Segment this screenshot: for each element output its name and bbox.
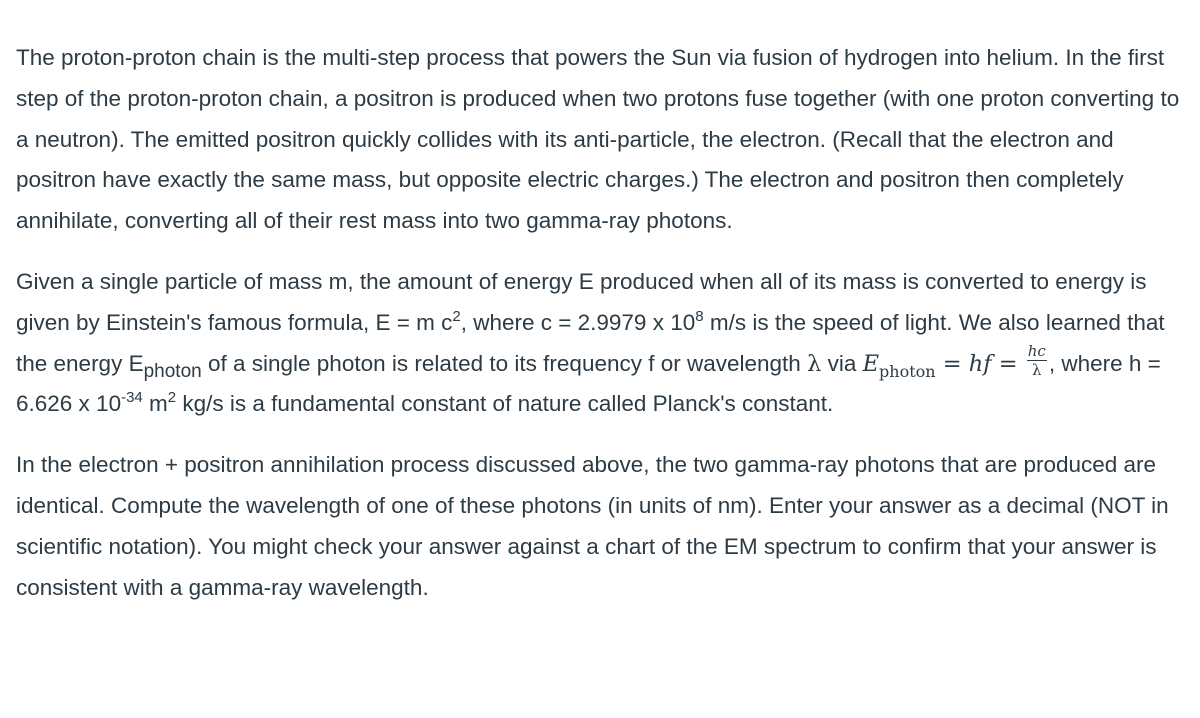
math-symbol: E — [862, 350, 880, 377]
text-segment: m/s is the speed of light. We also learned that the energy E — [16, 309, 1165, 376]
paragraph-question-prompt: In the electron + positron annihilation process discussed above, the two gamma-ray photons that are produced are identical. Compute the wavelength of one of these photons (in units of nm). Enter your answer as a decimal (NOT in scientific notation). You might check your answer against a chart of the EM spectrum to confirm that your answer is consistent with a gamma-ray wavelength. — [16, 452, 1169, 600]
fraction-denominator: λ — [1032, 360, 1042, 379]
math-operator: = — [991, 350, 1025, 377]
text-segment: Given a single particle of mass m, the amount of energy E produced when all of its mass is converted to energy is given by Einstein's famous formula, E = m c — [16, 268, 1147, 335]
superscript: -34 — [121, 389, 143, 407]
text-segment: of a single photon is related to its frequency f or wavelength — [201, 350, 808, 376]
subscript: photon — [143, 360, 202, 382]
text-segment: via — [821, 350, 863, 376]
text-segment: , where c = 2.9979 x 10 — [460, 309, 696, 335]
paragraph-energy-formulas — [16, 262, 1182, 425]
superscript: 2 — [452, 307, 461, 325]
superscript: 8 — [695, 307, 704, 325]
photon-energy-equation — [862, 341, 1049, 381]
math-subscript: photon — [879, 361, 936, 381]
text-segment: kg/s is a fundamental constant of nature called Planck's constant. — [176, 391, 834, 417]
paragraph-proton-chain-intro: The proton-proton chain is the multi-step process that powers the Sun via fusion of hydrogen into helium. In the first step of the proton-proton chain, a positron is produced when two protons fuse together (with one proton converting to a neutron). The emitted positron quickly collides with its anti-particle, the electron. (Recall that the electron and positron have exactly the same mass, but opposite electric charges.) The electron and positron then completely annihilate, converting all of their rest mass into two gamma-ray photons. — [16, 45, 1180, 234]
math-operator: = — [935, 350, 969, 377]
text-segment: m — [142, 391, 168, 417]
superscript: 2 — [167, 389, 177, 407]
lambda-symbol: λ — [807, 350, 822, 377]
fraction-numerator: hc — [1027, 341, 1046, 360]
fraction-hc-over-lambda — [1027, 341, 1047, 379]
text-segment: , where h = 6.626 x 10 — [16, 350, 1161, 417]
math-symbol: hf — [968, 350, 992, 377]
